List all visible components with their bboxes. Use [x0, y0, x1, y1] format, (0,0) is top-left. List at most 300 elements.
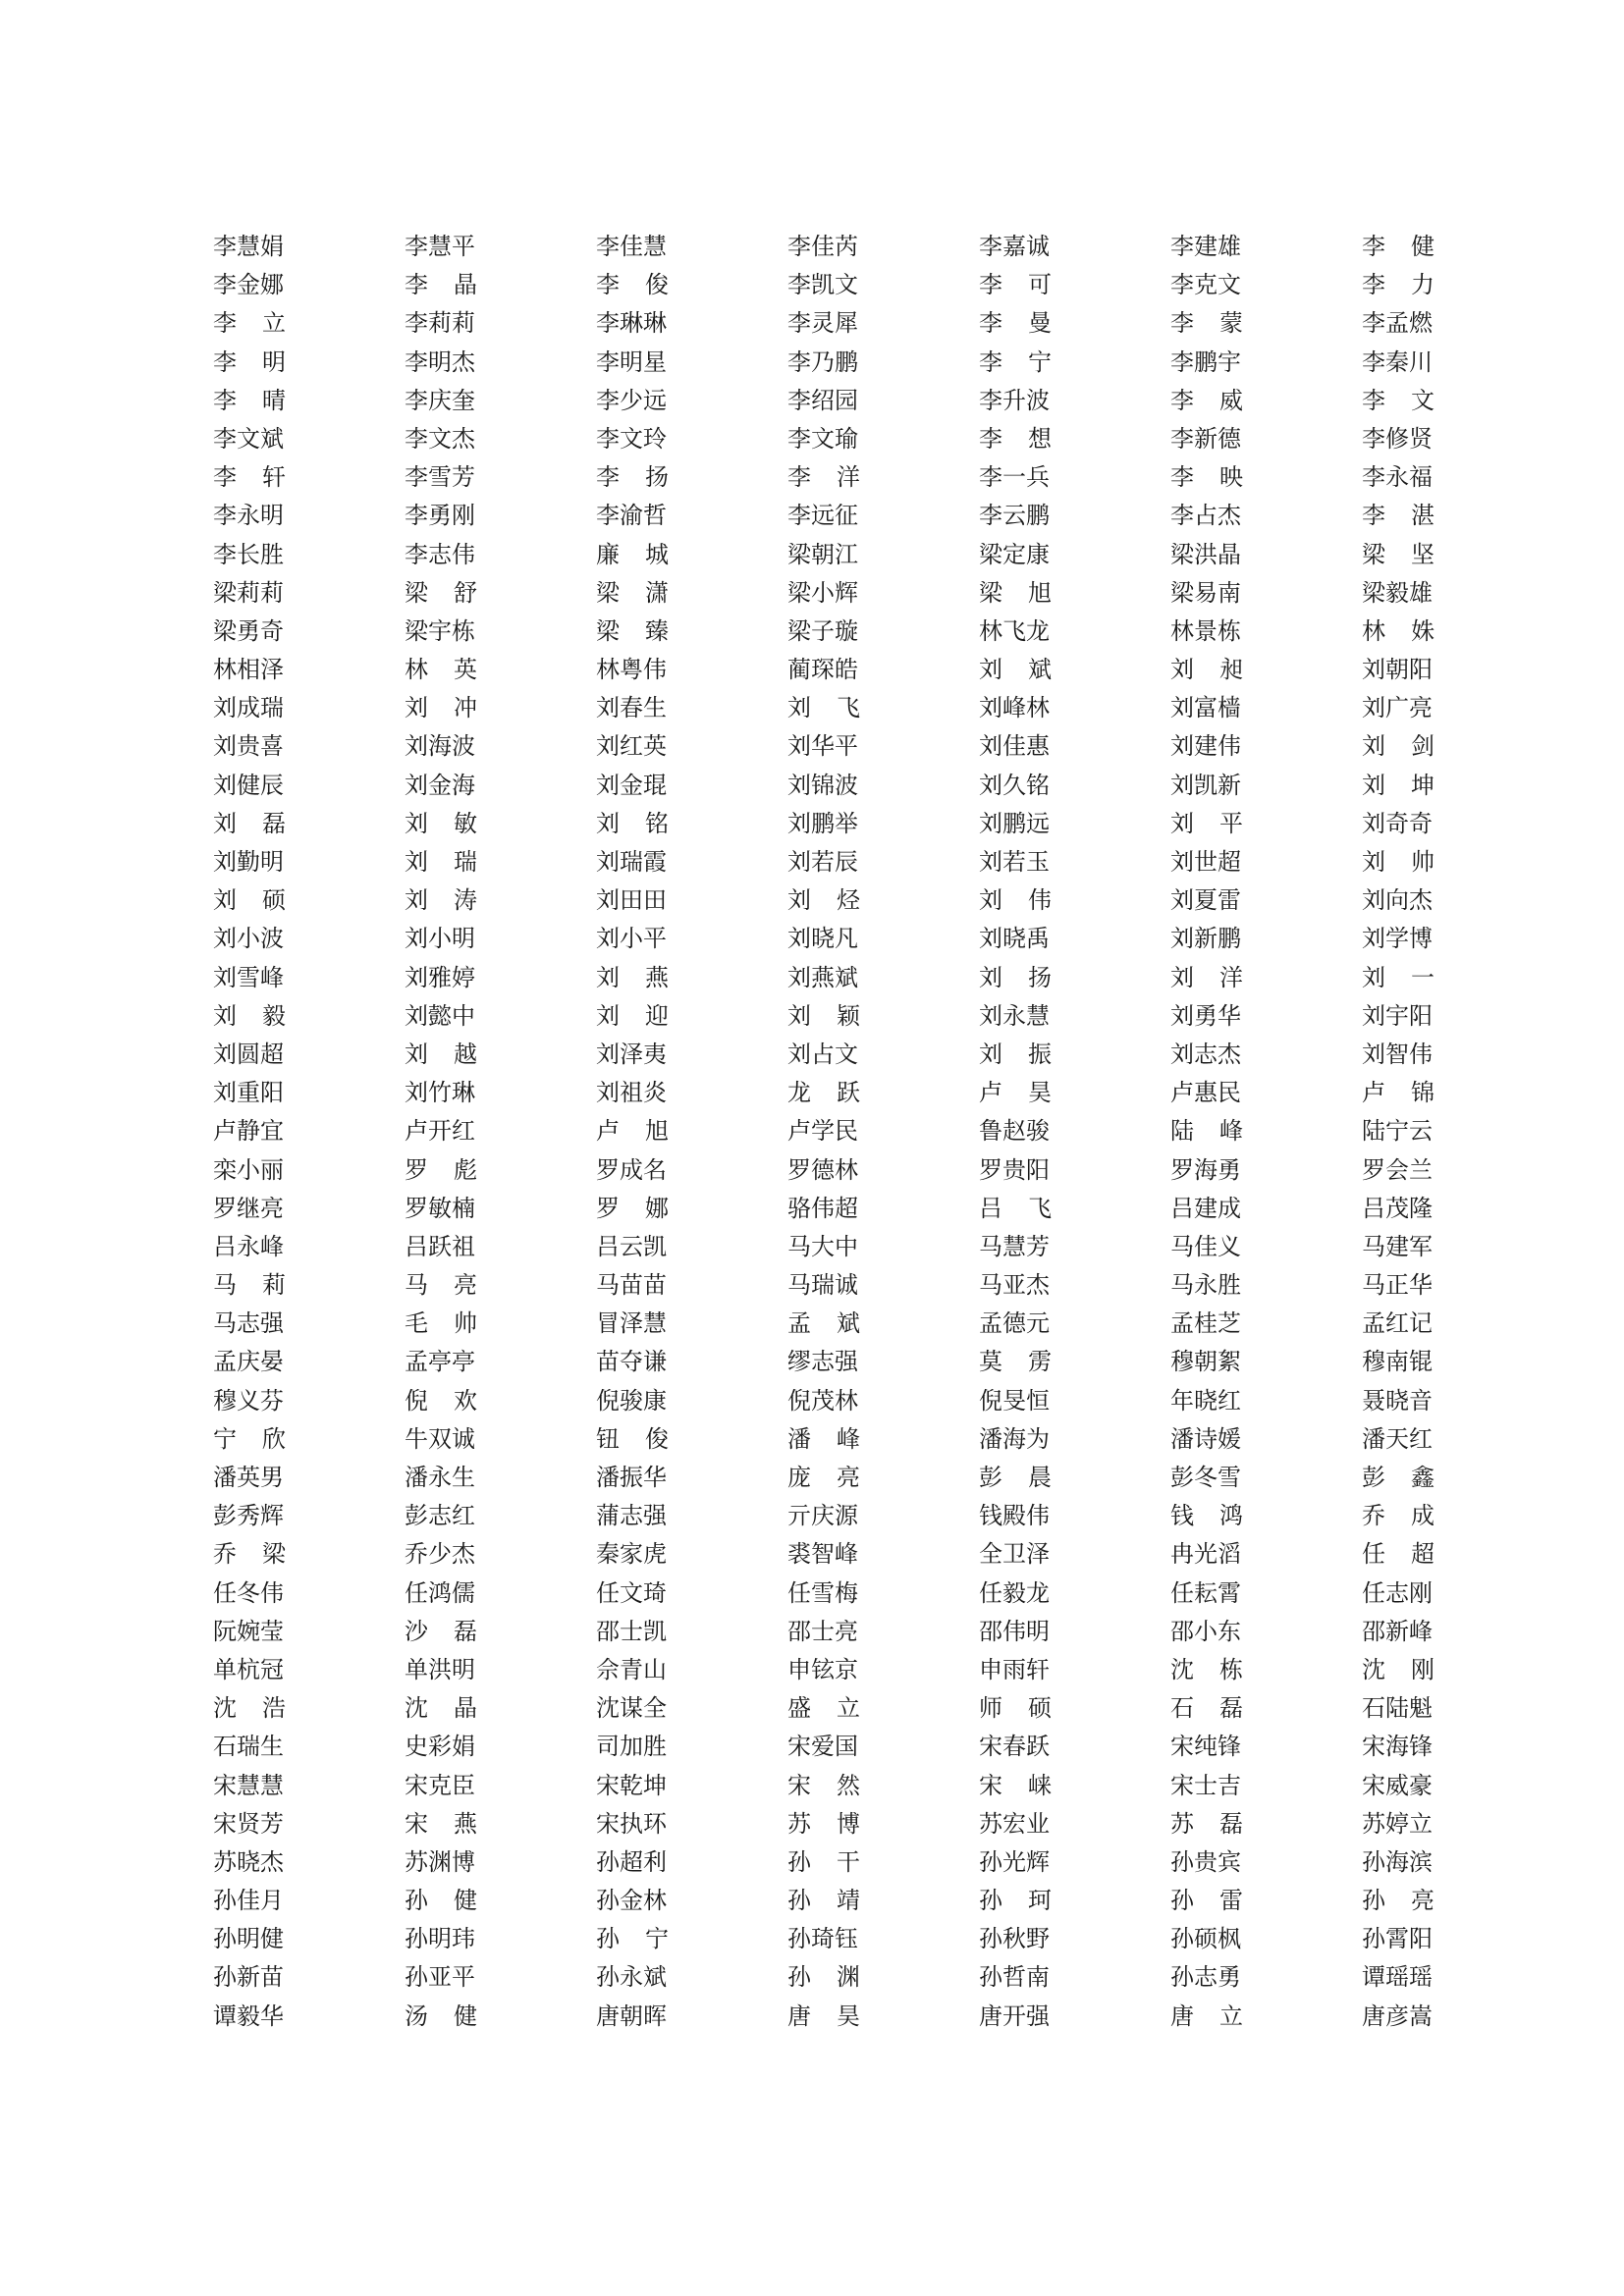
- name-entry: 孟亭亭: [405, 1348, 475, 1376]
- name-entry: 沈 刚: [1362, 1655, 1435, 1683]
- name-entry: 李志伟: [405, 540, 475, 568]
- name-entry: 梁小辉: [787, 578, 858, 607]
- name-entry: 刘健辰: [213, 771, 284, 799]
- name-entry: 宋 燕: [405, 1809, 477, 1838]
- name-entry: 马志强: [213, 1309, 284, 1338]
- name-entry: 刘小明: [405, 925, 475, 953]
- name-entry: 梁 坚: [1362, 540, 1435, 568]
- name-entry: 李凯文: [787, 271, 858, 299]
- name-entry: 任鸿儒: [405, 1578, 475, 1607]
- name-entry: 彭志红: [405, 1502, 475, 1530]
- name-entry: 彭 晨: [979, 1464, 1052, 1491]
- name-entry: 梁 潇: [596, 578, 669, 607]
- name-entry: 吕茂隆: [1362, 1194, 1433, 1222]
- name-entry: 孟庆晏: [213, 1348, 284, 1376]
- name-entry: 蒲志强: [596, 1502, 667, 1530]
- name-entry: 刘 颖: [787, 1001, 860, 1030]
- name-entry: 倪 欢: [405, 1386, 477, 1415]
- name-entry: 刘 铭: [596, 809, 669, 837]
- name-entry: 李佳芮: [787, 233, 858, 260]
- name-entry: 刘金琨: [596, 771, 667, 799]
- name-entry: 孙 雷: [1170, 1887, 1243, 1915]
- name-entry: 孙永斌: [596, 1963, 667, 1992]
- name-entry: 任冬伟: [213, 1578, 284, 1607]
- name-entry: 李文瑜: [787, 424, 858, 453]
- name-entry: 刘 毅: [213, 1001, 286, 1030]
- name-entry: 李 曼: [979, 309, 1052, 338]
- name-entry: 李 蒙: [1170, 309, 1243, 338]
- name-entry: 刘 振: [979, 1040, 1052, 1068]
- name-entry: 李嘉诚: [979, 233, 1050, 260]
- name-entry: 苏晓杰: [213, 1847, 284, 1876]
- name-entry: 李雪芳: [405, 463, 475, 492]
- name-entry: 潘振华: [596, 1464, 667, 1491]
- name-entry: 潘天红: [1362, 1424, 1433, 1453]
- name-entry: 刘 磊: [213, 809, 286, 837]
- name-entry: 梁莉莉: [213, 578, 284, 607]
- name-entry: 刘 平: [1170, 809, 1243, 837]
- name-entry: 唐 昊: [787, 2002, 860, 2030]
- name-entry: 刘智伟: [1362, 1040, 1433, 1068]
- name-entry: 鲁赵骏: [979, 1117, 1050, 1146]
- name-entry: 卢 锦: [1362, 1079, 1435, 1107]
- name-entry: 李 健: [1362, 233, 1435, 260]
- name-entry: 孙 宁: [596, 1925, 669, 1953]
- name-entry: 孙 干: [787, 1847, 860, 1876]
- name-entry: 廉 城: [596, 540, 669, 568]
- name-entry: 李灵犀: [787, 309, 858, 338]
- name-entry: 刘 烃: [787, 886, 860, 915]
- name-entry: 陆宁云: [1362, 1117, 1433, 1146]
- name-entry: 穆南锟: [1362, 1348, 1433, 1376]
- name-entry: 缪志强: [787, 1348, 858, 1376]
- name-entry: 潘永生: [405, 1464, 475, 1491]
- name-entry: 宁 欣: [213, 1424, 286, 1453]
- name-entry: 宋春跃: [979, 1733, 1050, 1761]
- name-entry: 林飞龙: [979, 616, 1050, 645]
- name-entry: 孙 亮: [1362, 1887, 1435, 1915]
- name-entry: 孙佳月: [213, 1887, 284, 1915]
- name-entry: 宋威豪: [1362, 1771, 1433, 1799]
- name-entry: 李慧平: [405, 233, 475, 260]
- name-entry: 刘向杰: [1362, 886, 1433, 915]
- name-entry: 宋克臣: [405, 1771, 475, 1799]
- name-entry: 苏婷立: [1362, 1809, 1433, 1838]
- name-entry: 苏 磊: [1170, 1809, 1243, 1838]
- name-entry: 罗敏楠: [405, 1194, 475, 1222]
- name-entry: 刘凯新: [1170, 771, 1241, 799]
- name-entry: 马瑞诚: [787, 1271, 858, 1300]
- name-entry: 孟 斌: [787, 1309, 860, 1338]
- name-entry: 倪茂林: [787, 1386, 858, 1415]
- name-entry: 单杭冠: [213, 1655, 284, 1683]
- name-entry: 李少远: [596, 386, 667, 414]
- name-entry: 阮婉莹: [213, 1617, 284, 1645]
- name-entry: 李 洋: [787, 463, 860, 492]
- name-entry: 梁 臻: [596, 616, 669, 645]
- name-entry: 吕 飞: [979, 1194, 1052, 1222]
- name-entry: 陆 峰: [1170, 1117, 1243, 1146]
- name-entry: 刘圆超: [213, 1040, 284, 1068]
- name-entry: 刘夏雷: [1170, 886, 1241, 915]
- name-entry: 刘勇华: [1170, 1001, 1241, 1030]
- name-entry: 穆义芬: [213, 1386, 284, 1415]
- name-entry: 蔺琛皓: [787, 656, 858, 684]
- name-entry: 李渝哲: [596, 502, 667, 530]
- name-entry: 孙志勇: [1170, 1963, 1241, 1992]
- name-entry: 吕跃祖: [405, 1232, 475, 1260]
- name-entry: 钱殿伟: [979, 1502, 1050, 1530]
- name-entry: 李修贤: [1362, 424, 1433, 453]
- name-entry: 李 立: [213, 309, 286, 338]
- name-entry: 任文琦: [596, 1578, 667, 1607]
- name-entry: 刘 硕: [213, 886, 286, 915]
- name-entry: 刘 瑞: [405, 848, 477, 876]
- name-entry: 邵伟明: [979, 1617, 1050, 1645]
- name-entry: 毛 帅: [405, 1309, 477, 1338]
- name-entry: 刘勤明: [213, 848, 284, 876]
- name-entry: 刘锦波: [787, 771, 858, 799]
- name-entry: 刘占文: [787, 1040, 858, 1068]
- name-entry: 宋纯锋: [1170, 1733, 1241, 1761]
- name-entry: 孙 健: [405, 1887, 477, 1915]
- name-entry: 刘春生: [596, 694, 667, 722]
- name-entry: 刘 一: [1362, 963, 1435, 991]
- name-entry: 刘 飞: [787, 694, 860, 722]
- name-entry: 孟红记: [1362, 1309, 1433, 1338]
- name-entry: 罗 彪: [405, 1155, 477, 1184]
- name-entry: 刘小平: [596, 925, 667, 953]
- name-entry: 汤 健: [405, 2002, 477, 2030]
- name-entry: 李永明: [213, 502, 284, 530]
- name-entry: 聂晓音: [1362, 1386, 1433, 1415]
- name-entry: 李 明: [213, 347, 286, 376]
- name-entry: 彭冬雪: [1170, 1464, 1241, 1491]
- name-entry: 刘宇阳: [1362, 1001, 1433, 1030]
- name-entry: 彭 鑫: [1362, 1464, 1435, 1491]
- name-entry: 卢学民: [787, 1117, 858, 1146]
- name-entry: 刘 燕: [596, 963, 669, 991]
- name-entry: 李 文: [1362, 386, 1435, 414]
- name-entry: 李庆奎: [405, 386, 475, 414]
- name-entry: 佘青山: [596, 1655, 667, 1683]
- name-entry: 史彩娟: [405, 1733, 475, 1761]
- name-entry: 林相泽: [213, 656, 284, 684]
- name-entry: 宋 然: [787, 1771, 860, 1799]
- name-entry: 刘奇奇: [1362, 809, 1433, 837]
- name-entry: 谭瑶瑶: [1362, 1963, 1433, 1992]
- name-entry: 李 晴: [213, 386, 286, 414]
- name-entry: 林 英: [405, 656, 477, 684]
- name-entry: 苏宏业: [979, 1809, 1050, 1838]
- name-entry: 申雨轩: [979, 1655, 1050, 1683]
- name-entry: 梁定康: [979, 540, 1050, 568]
- name-entry: 李 想: [979, 424, 1052, 453]
- name-entry: 冒泽慧: [596, 1309, 667, 1338]
- name-entry: 任 超: [1362, 1540, 1435, 1569]
- name-entry: 刘 敏: [405, 809, 477, 837]
- name-entry: 孙明健: [213, 1925, 284, 1953]
- name-entry: 刘 冲: [405, 694, 477, 722]
- name-entry: 刘瑞霞: [596, 848, 667, 876]
- name-entry: 刘新鹏: [1170, 925, 1241, 953]
- name-entry: 李 映: [1170, 463, 1243, 492]
- name-entry: 马永胜: [1170, 1271, 1241, 1300]
- name-entry: 卢静宜: [213, 1117, 284, 1146]
- name-entry: 冉光滔: [1170, 1540, 1241, 1569]
- name-entry: 莫 雳: [979, 1348, 1052, 1376]
- name-entry: 李新德: [1170, 424, 1241, 453]
- name-entry: 马大中: [787, 1232, 858, 1260]
- name-entry: 马 亮: [405, 1271, 477, 1300]
- name-entry: 罗海勇: [1170, 1155, 1241, 1184]
- name-entry: 苏 博: [787, 1809, 860, 1838]
- name-entry: 刘泽夷: [596, 1040, 667, 1068]
- name-entry: 李建雄: [1170, 233, 1241, 260]
- name-entry: 唐 立: [1170, 2002, 1243, 2030]
- name-entry: 卢惠民: [1170, 1079, 1241, 1107]
- name-entry: 刘富樯: [1170, 694, 1241, 722]
- name-entry: 刘懿中: [405, 1001, 475, 1030]
- name-entry: 马苗苗: [596, 1271, 667, 1300]
- name-entry: 沙 磊: [405, 1617, 477, 1645]
- name-entry: 李文杰: [405, 424, 475, 453]
- name-entry: 梁子璇: [787, 616, 858, 645]
- name-entry: 师 硕: [979, 1694, 1052, 1723]
- name-entry: 刘田田: [596, 886, 667, 915]
- name-entry: 任毅龙: [979, 1578, 1050, 1607]
- name-entry: 李佳慧: [596, 233, 667, 260]
- name-entry: 马佳义: [1170, 1232, 1241, 1260]
- name-entry: 李长胜: [213, 540, 284, 568]
- name-entry: 石陆魁: [1362, 1694, 1433, 1723]
- name-entry: 梁 旭: [979, 578, 1052, 607]
- name-entry: 马建军: [1362, 1232, 1433, 1260]
- name-entry: 卢 昊: [979, 1079, 1052, 1107]
- name-entry: 李秦川: [1362, 347, 1433, 376]
- name-entry: 刘 坤: [1362, 771, 1435, 799]
- name-entry: 刘燕斌: [787, 963, 858, 991]
- name-entry: 孙新苗: [213, 1963, 284, 1992]
- name-entry: 刘雪峰: [213, 963, 284, 991]
- name-entry: 石瑞生: [213, 1733, 284, 1761]
- name-entry: 秦家虎: [596, 1540, 667, 1569]
- name-entry: 乔 成: [1362, 1502, 1435, 1530]
- name-entry: 孙亚平: [405, 1963, 475, 1992]
- name-entry: 李升波: [979, 386, 1050, 414]
- name-entry: 宋慧慧: [213, 1771, 284, 1799]
- name-entry: 宋士吉: [1170, 1771, 1241, 1799]
- name-entry: 宋执环: [596, 1809, 667, 1838]
- name-entry: 刘 剑: [1362, 732, 1435, 761]
- name-entry: 潘诗媛: [1170, 1424, 1241, 1453]
- name-entry: 孙 珂: [979, 1887, 1052, 1915]
- name-entry: 孙 靖: [787, 1887, 860, 1915]
- name-entry: 罗会兰: [1362, 1155, 1433, 1184]
- name-entry: 吕云凯: [596, 1232, 667, 1260]
- name-entry: 单洪明: [405, 1655, 475, 1683]
- name-entry: 谭毅华: [213, 2002, 284, 2030]
- name-entry: 龙 跃: [787, 1079, 860, 1107]
- name-entry: 李孟燃: [1362, 309, 1433, 338]
- name-entry: 倪骏康: [596, 1386, 667, 1415]
- name-entry: 李绍园: [787, 386, 858, 414]
- name-entry: 刘小波: [213, 925, 284, 953]
- name-entry: 刘竹琳: [405, 1079, 475, 1107]
- name-entry: 李 扬: [596, 463, 669, 492]
- name-entry: 刘久铭: [979, 771, 1050, 799]
- name-entry: 唐朝晖: [596, 2002, 667, 2030]
- name-entry: 钱 鸿: [1170, 1502, 1243, 1530]
- name-entry: 刘晓凡: [787, 925, 858, 953]
- name-entry: 乔 梁: [213, 1540, 286, 1569]
- name-entry: 罗成名: [596, 1155, 667, 1184]
- name-entry: 刘贵喜: [213, 732, 284, 761]
- name-entry: 全卫泽: [979, 1540, 1050, 1569]
- name-entry: 年晓红: [1170, 1386, 1241, 1415]
- name-entry: 梁 舒: [405, 578, 477, 607]
- name-entry: 苏渊博: [405, 1847, 475, 1876]
- name-entry: 孙金林: [596, 1887, 667, 1915]
- name-entry: 李 湛: [1362, 502, 1435, 530]
- name-entry: 罗德林: [787, 1155, 858, 1184]
- name-entry: 刘 斌: [979, 656, 1052, 684]
- name-entry: 邵小东: [1170, 1617, 1241, 1645]
- name-entry: 李 力: [1362, 271, 1435, 299]
- name-entry: 刘朝阳: [1362, 656, 1433, 684]
- name-entry: 唐彦嵩: [1362, 2002, 1433, 2030]
- name-entry: 钮 俊: [596, 1424, 669, 1453]
- name-entry: 吕永峰: [213, 1232, 284, 1260]
- name-entry: 罗贵阳: [979, 1155, 1050, 1184]
- name-entry: 孙硕枫: [1170, 1925, 1241, 1953]
- name-entry: 亓庆源: [787, 1502, 858, 1530]
- name-entry: 任雪梅: [787, 1578, 858, 1607]
- name-entry: 盛 立: [787, 1694, 860, 1723]
- name-entry: 裘智峰: [787, 1540, 858, 1569]
- name-entry: 刘 洋: [1170, 963, 1243, 991]
- name-entry: 马亚杰: [979, 1271, 1050, 1300]
- name-entry: 马 莉: [213, 1271, 286, 1300]
- name-entry: 沈 浩: [213, 1694, 286, 1723]
- name-entry: 李云鹏: [979, 502, 1050, 530]
- name-entry: 骆伟超: [787, 1194, 858, 1222]
- name-entry: 刘祖炎: [596, 1079, 667, 1107]
- name-entry: 宋贤芳: [213, 1809, 284, 1838]
- name-entry: 马正华: [1362, 1271, 1433, 1300]
- name-entry: 罗继亮: [213, 1194, 284, 1222]
- name-entry: 梁毅雄: [1362, 578, 1433, 607]
- name-entry: 林粤伟: [596, 656, 667, 684]
- name-entry: 梁勇奇: [213, 616, 284, 645]
- name-entry: 潘英男: [213, 1464, 284, 1491]
- name-entry: 孙光辉: [979, 1847, 1050, 1876]
- name-entry: 孟桂芝: [1170, 1309, 1241, 1338]
- name-entry: 孙霄阳: [1362, 1925, 1433, 1953]
- name-entry: 邵新峰: [1362, 1617, 1433, 1645]
- name-entry: 李文斌: [213, 424, 284, 453]
- name-entry: 李 晶: [405, 271, 477, 299]
- name-entry: 卢 旭: [596, 1117, 669, 1146]
- name-entry: 李文玲: [596, 424, 667, 453]
- name-entry: 李慧娟: [213, 233, 284, 260]
- name-entry: 牛双诚: [405, 1424, 475, 1453]
- name-entry: 李乃鹏: [787, 347, 858, 376]
- name-entry: 李永福: [1362, 463, 1433, 492]
- name-entry: 刘 越: [405, 1040, 477, 1068]
- name-entry: 刘海波: [405, 732, 475, 761]
- name-entry: 孟德元: [979, 1309, 1050, 1338]
- name-entry: 邵士凯: [596, 1617, 667, 1645]
- name-entry: 刘金海: [405, 771, 475, 799]
- name-entry: 孙哲南: [979, 1963, 1050, 1992]
- name-entry: 孙琦钰: [787, 1925, 858, 1953]
- name-entry: 潘 峰: [787, 1424, 860, 1453]
- name-entry: 梁宇栋: [405, 616, 475, 645]
- name-entry: 庞 亮: [787, 1464, 860, 1491]
- name-entry: 刘志杰: [1170, 1040, 1241, 1068]
- name-entry: 宋爱国: [787, 1733, 858, 1761]
- name-entry: 孙超利: [596, 1847, 667, 1876]
- name-entry: 刘 迎: [596, 1001, 669, 1030]
- name-entry: 刘若辰: [787, 848, 858, 876]
- name-entry: 刘鹏远: [979, 809, 1050, 837]
- name-entry: 马慧芳: [979, 1232, 1050, 1260]
- name-entry: 李克文: [1170, 271, 1241, 299]
- name-entry: 倪旻恒: [979, 1386, 1050, 1415]
- name-entry: 刘建伟: [1170, 732, 1241, 761]
- name-entry: 吕建成: [1170, 1194, 1241, 1222]
- name-entry: 梁洪晶: [1170, 540, 1241, 568]
- name-entry: 李金娜: [213, 271, 284, 299]
- name-entry: 任耘霄: [1170, 1578, 1241, 1607]
- name-entry: 刘晓禹: [979, 925, 1050, 953]
- name-entry: 刘峰林: [979, 694, 1050, 722]
- name-entry: 梁易南: [1170, 578, 1241, 607]
- name-entry: 罗 娜: [596, 1194, 669, 1222]
- name-entry: 宋 崃: [979, 1771, 1052, 1799]
- name-entry: 李 轩: [213, 463, 286, 492]
- name-entry: 任志刚: [1362, 1578, 1433, 1607]
- name-entry: 李明星: [596, 347, 667, 376]
- name-entry: 宋乾坤: [596, 1771, 667, 1799]
- name-entry: 申铉京: [787, 1655, 858, 1683]
- name-entry: 刘学博: [1362, 925, 1433, 953]
- name-entry: 孙秋野: [979, 1925, 1050, 1953]
- name-entry: 李 威: [1170, 386, 1243, 414]
- name-entry: 刘 涛: [405, 886, 477, 915]
- name-entry: 沈 栋: [1170, 1655, 1243, 1683]
- name-entry: 李 俊: [596, 271, 669, 299]
- name-entry: 沈 晶: [405, 1694, 477, 1723]
- name-entry: 唐开强: [979, 2002, 1050, 2030]
- name-entry: 梁朝江: [787, 540, 858, 568]
- name-entry: 刘雅婷: [405, 963, 475, 991]
- name-entry: 刘若玉: [979, 848, 1050, 876]
- name-entry: 李远征: [787, 502, 858, 530]
- name-entry: 孙贵宾: [1170, 1847, 1241, 1876]
- name-entry: 李占杰: [1170, 502, 1241, 530]
- name-entry: 石 磊: [1170, 1694, 1243, 1723]
- name-entry: 宋海锋: [1362, 1733, 1433, 1761]
- name-entry: 孙明玮: [405, 1925, 475, 1953]
- name-entry: 孙 渊: [787, 1963, 860, 1992]
- name-entry: 李勇刚: [405, 502, 475, 530]
- name-entry: 刘成瑞: [213, 694, 284, 722]
- name-entry: 刘 昶: [1170, 656, 1243, 684]
- name-entry: 卢开红: [405, 1117, 475, 1146]
- name-entry: 李 宁: [979, 347, 1052, 376]
